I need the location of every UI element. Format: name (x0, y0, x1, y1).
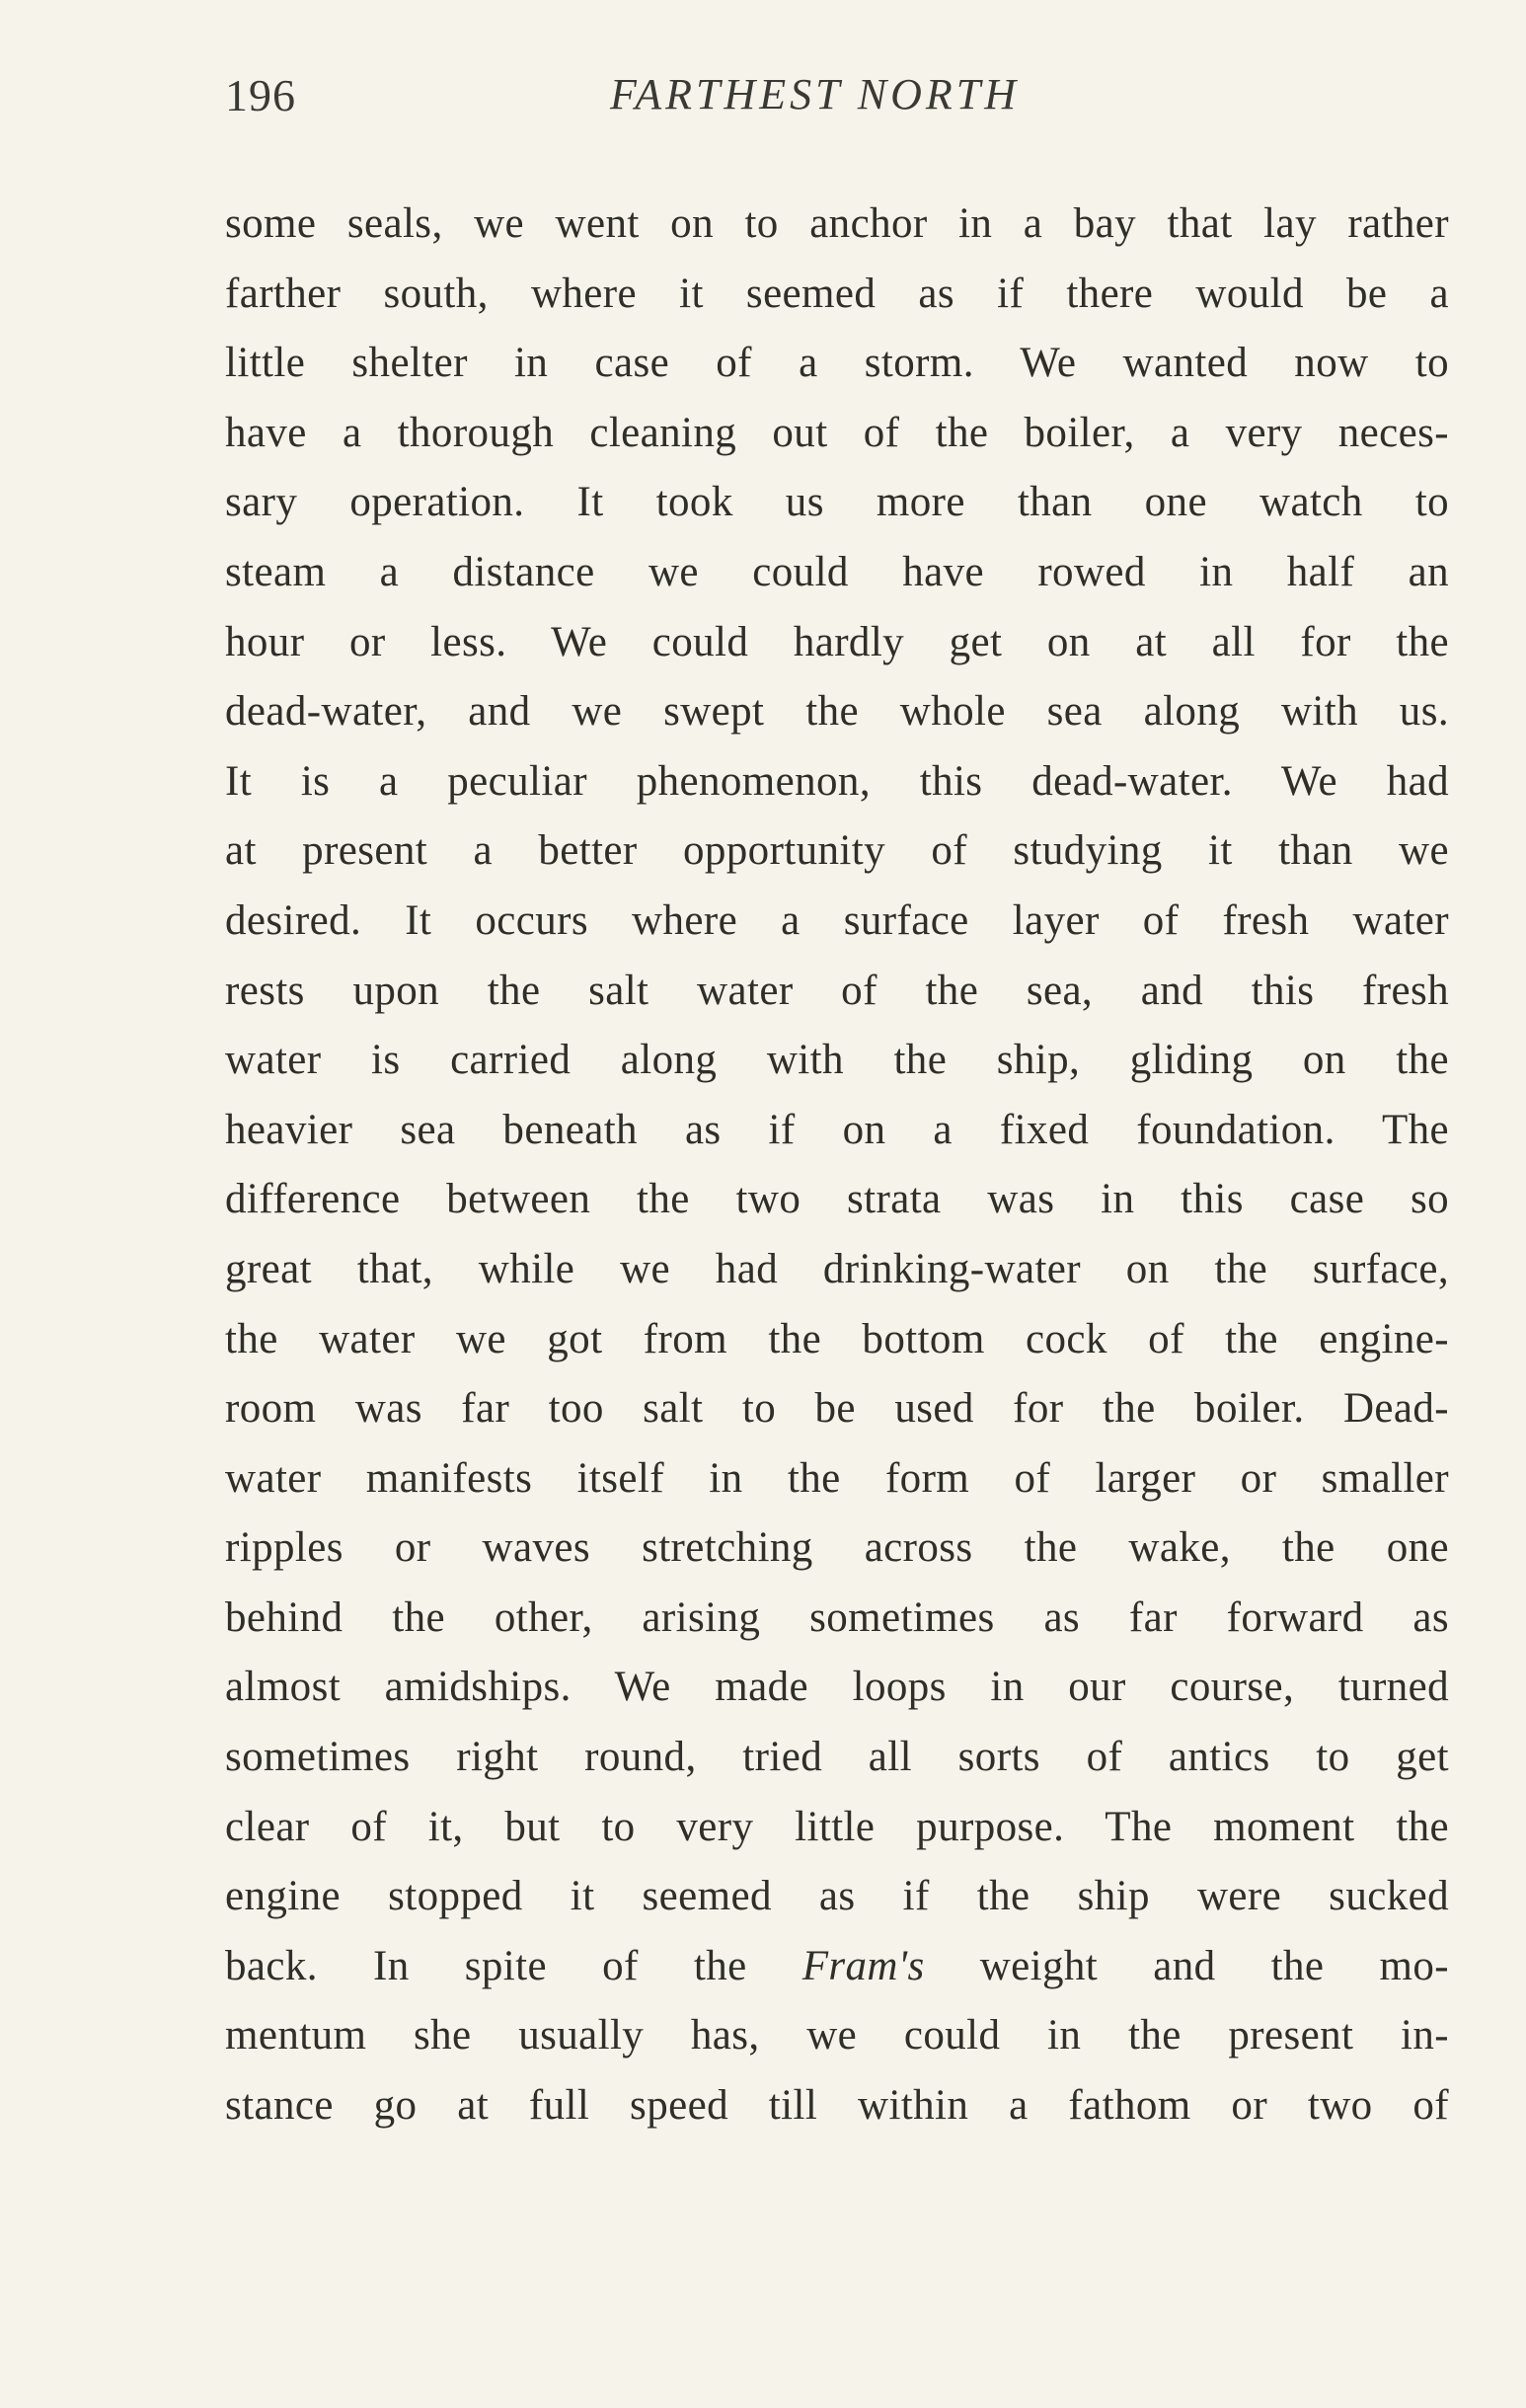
text-line: water is carried along with the ship, gliding on the (225, 1037, 1449, 1084)
text-line: desired. It occurs where a surface layer of fresh water (225, 896, 1449, 944)
text-line: stance go at full speed till within a fathom or two of (225, 2082, 1449, 2130)
text-line: heavier sea beneath as if on a fixed foundation. The (225, 1106, 1449, 1153)
text-line: It is a peculiar phenomenon, this dead-water. We had (225, 757, 1449, 805)
text-line: the water we got from the bottom cock of the engine- (225, 1315, 1449, 1362)
text-line: behind the other, arising sometimes as far forward as (225, 1593, 1449, 1641)
running-head (225, 69, 1449, 138)
text-line: water manifests itself in the form of larger or smaller (225, 1454, 1449, 1502)
body-text (225, 190, 1449, 2141)
text-line (225, 1932, 1449, 2002)
running-title: FARTHEST NORTH (610, 70, 1021, 118)
text-segment: weight and the mo- (924, 1942, 1449, 1989)
ship-name-italic: Fram's (801, 1942, 925, 1989)
text-line: clear of it, but to very little purpose. The moment the (225, 1803, 1449, 1850)
text-line: difference between the two strata was in this case so (225, 1176, 1449, 1223)
text-line: rests upon the salt water of the sea, and this fresh (225, 967, 1449, 1014)
text-segment: back. In spite of the (225, 1942, 802, 1989)
page-number: 196 (225, 70, 296, 120)
text-line: almost amidships. We made loops in our course, turned (225, 1664, 1449, 1711)
text-line: little shelter in case of a storm. We wanted now to (225, 340, 1449, 387)
text-line: engine stopped it seemed as if the ship were sucked (225, 1873, 1449, 1920)
text-line: sary operation. It took us more than one watch to (225, 479, 1449, 526)
text-line: farther south, where it seemed as if there would be a (225, 270, 1449, 317)
text-line: ripples or waves stretching across the wake, the one (225, 1524, 1449, 1572)
text-line: at present a better opportunity of studying it than we (225, 827, 1449, 875)
text-line: some seals, we went on to anchor in a bay that lay rather (225, 200, 1449, 247)
text-line: dead-water, and we swept the whole sea along with us. (225, 688, 1449, 736)
text-line: hour or less. We could hardly get on at all for the (225, 618, 1449, 665)
text-line: have a thorough cleaning out of the boiler, a very neces- (225, 409, 1449, 456)
text-line: sometimes right round, tried all sorts of antics to get (225, 1734, 1449, 1781)
text-line: steam a distance we could have rowed in half an (225, 548, 1449, 595)
text-line: great that, while we had drinking-water on the surface, (225, 1245, 1449, 1292)
text-line: mentum she usually has, we could in the present in- (225, 2012, 1449, 2059)
text-line: room was far too salt to be used for the boiler. Dead- (225, 1385, 1449, 1433)
